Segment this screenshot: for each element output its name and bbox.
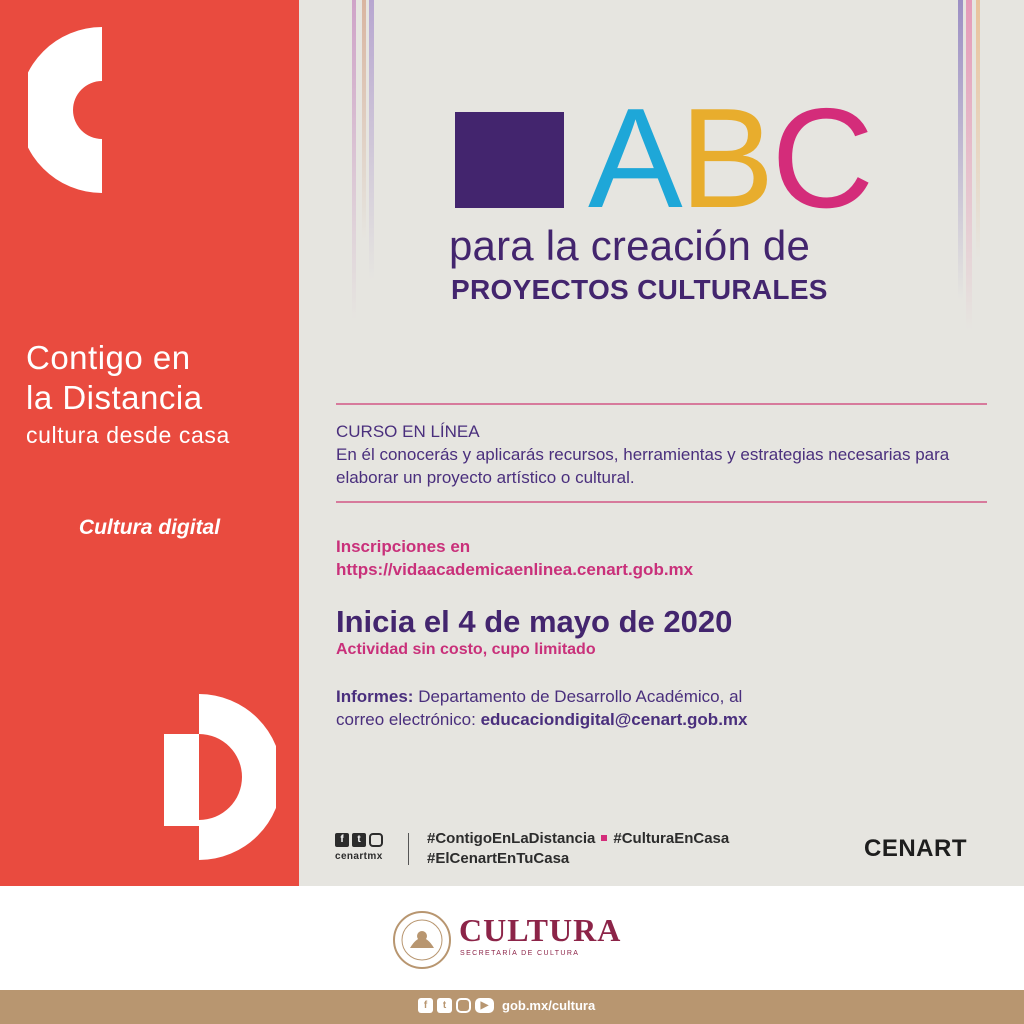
course-title: PROYECTOS CULTURALES: [451, 274, 828, 305]
social-icons: [335, 833, 383, 847]
letter-b: B: [679, 79, 772, 238]
decorative-stripe: [966, 0, 972, 330]
decorative-stripe: [958, 0, 963, 300]
cultura-logo-subtitle: SECRETARÍA DE CULTURA: [460, 950, 580, 957]
info-text-2: correo electrónico:: [336, 710, 476, 729]
facebook-icon[interactable]: f: [335, 833, 349, 847]
abc-square-graphic: [455, 112, 564, 208]
footer-social: [418, 998, 595, 1013]
letter-c: C: [771, 79, 871, 238]
brand-line-3: cultura desde casa: [26, 422, 230, 448]
mexico-seal-icon: [392, 910, 452, 970]
course-type: CURSO EN LÍNEA: [336, 422, 480, 441]
brand-line-2: la Distancia: [26, 379, 203, 416]
category-label: Cultura digital: [78, 516, 221, 539]
cultura-logo-title: CULTURA: [459, 912, 622, 948]
info-label: Informes:: [336, 687, 414, 706]
cost-note: Actividad sin costo, cupo limitado: [336, 641, 596, 658]
course-summary: En él conocerás y aplicarás recursos, herramientas y estrategias necesarias para elaborar un proyecto artístico o cultural.: [336, 445, 950, 487]
hashtag-cultura-en-casa: #CulturaEnCasa: [613, 830, 730, 847]
decorative-stripe: [352, 0, 356, 320]
twitter-icon[interactable]: t: [437, 998, 452, 1013]
divider-bottom: [336, 501, 987, 503]
divider-top: [336, 403, 987, 405]
youtube-icon[interactable]: ▶: [475, 998, 494, 1013]
big-c-graphic: [28, 27, 174, 193]
bullet-icon: [601, 835, 607, 841]
cenart-logo-text: CENART: [864, 835, 967, 862]
cenart-logo: [864, 835, 967, 863]
decorative-stripe: [369, 0, 374, 280]
footer-url-link[interactable]: gob.mx/cultura: [502, 998, 596, 1013]
abc-letters: [588, 79, 871, 238]
hashtag-cenart: #ElCenartEnTuCasa: [427, 850, 570, 867]
decorative-stripe: [976, 0, 980, 260]
brand-line-1: Contigo en: [26, 339, 191, 376]
divider-vertical: [408, 833, 409, 865]
info-text-1: Departamento de Desarrollo Académico, al: [418, 687, 743, 706]
contigo-en-la-distancia-logo: [26, 338, 230, 452]
registration-block: [336, 535, 693, 581]
info-block: [336, 685, 976, 731]
letter-a: A: [588, 79, 680, 238]
instagram-icon[interactable]: [369, 833, 383, 847]
social-handle: cenartmx: [335, 851, 383, 862]
registration-link[interactable]: https://vidaacademicaenlinea.cenart.gob.mx: [336, 560, 694, 579]
hashtag-contigo: #ContigoEnLaDistancia: [427, 830, 596, 847]
info-email-link[interactable]: educaciondigital@cenart.gob.mx: [480, 710, 748, 729]
big-d-graphic: [164, 694, 276, 860]
instagram-icon[interactable]: [456, 998, 471, 1013]
hashtags: [427, 829, 729, 869]
course-description: [336, 420, 976, 489]
registration-label: Inscripciones en: [336, 537, 471, 556]
course-subtitle: para la creación de: [449, 222, 811, 269]
start-date: Inicia el 4 de mayo de 2020: [336, 604, 733, 639]
twitter-icon[interactable]: t: [352, 833, 366, 847]
facebook-icon[interactable]: f: [418, 998, 433, 1013]
decorative-stripe: [362, 0, 366, 240]
